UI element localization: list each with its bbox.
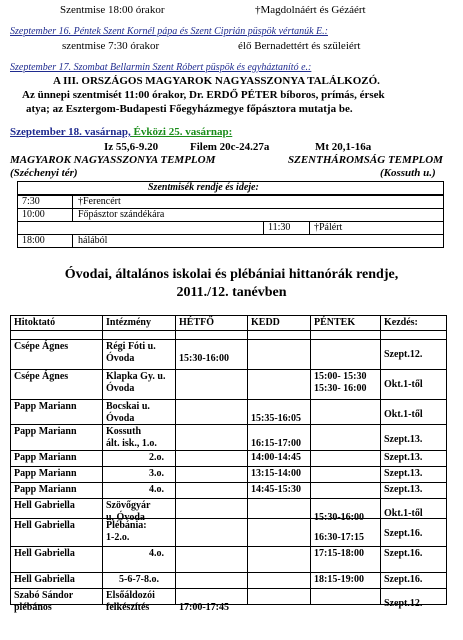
column-header: Intézmény — [106, 317, 151, 328]
teacher-name: Papp Mariann — [14, 401, 77, 412]
start-date: Szept.16. — [384, 528, 423, 539]
table-cell — [175, 369, 248, 400]
table-cell — [175, 498, 248, 519]
day-heading-sept16: Szeptember 16. Péntek Szent Kornél pápa és Szent Ciprián püspök vértanúk E.: — [10, 26, 328, 37]
tuesday-time: 16:15-17:00 — [251, 438, 301, 449]
tuesday-time: 14:00-14:45 — [251, 452, 301, 463]
table-cell — [310, 482, 381, 499]
institution: Óvoda — [106, 353, 135, 364]
section-title-line-1: Óvodai, általános iskolai és plébániai hittanórák rendje, — [64, 267, 399, 282]
start-date: Okt.1-től — [384, 508, 423, 519]
teacher-name: Papp Mariann — [14, 468, 77, 479]
start-date: Okt.1-től — [384, 409, 423, 420]
church-1-address: (Széchenyi tér) — [10, 167, 78, 179]
table-cell — [175, 572, 248, 589]
mass-text-cell — [72, 195, 444, 209]
table-cell — [247, 498, 311, 519]
table-cell — [247, 588, 311, 605]
column-header: Kezdés: — [384, 317, 418, 328]
mass-empty-cell — [17, 221, 264, 235]
table-cell — [247, 369, 311, 400]
tuesday-time: 14:45-15:30 — [251, 484, 301, 495]
teacher-name: Hell Gabriella — [14, 548, 75, 559]
mass-intention: Főpásztor szándékára — [78, 209, 165, 220]
institution: Klapka Gy. u. — [106, 371, 166, 382]
friday-time: 16:30-17:15 — [314, 532, 364, 543]
reading-3: Mt 20,1-16a — [315, 141, 372, 153]
mass-line-2-right: élő Bernadettért és szüleiért — [238, 40, 361, 52]
friday-time: 15:30- 16:00 — [314, 383, 367, 394]
teacher-name: Hell Gabriella — [14, 520, 75, 531]
institution: u. Óvoda — [106, 512, 145, 523]
mass-time: 7:30 — [22, 196, 40, 207]
table-cell — [247, 518, 311, 547]
teacher-name: Szabó Sándor — [14, 590, 74, 601]
table-cell — [247, 339, 311, 370]
teacher-name: Papp Mariann — [14, 452, 77, 463]
table-cell — [310, 399, 381, 425]
institution: 2.o. — [149, 452, 164, 463]
sunday-heading — [10, 126, 232, 139]
institution: Óvoda — [106, 383, 135, 394]
section-title-line-2: 2011./12. tanévben — [176, 285, 287, 300]
mass-intention: †Pálért — [314, 222, 343, 233]
institution: Kossuth — [106, 426, 142, 437]
mass-line-2-left: szentmise 7:30 órakor — [62, 40, 160, 52]
church-2: SZENTHÁROMSÁG TEMPLOM — [288, 154, 443, 166]
table-cell — [175, 450, 248, 467]
table-cell — [102, 546, 176, 573]
sunday-name: Évközi 25. vasárnap: — [130, 126, 233, 138]
mass-text-cell — [72, 234, 444, 248]
start-date: Szept.12. — [384, 598, 423, 609]
mass-time: 18:00 — [22, 235, 45, 246]
table-cell — [175, 518, 248, 547]
start-date: Szept.12. — [384, 349, 423, 360]
table-cell — [102, 466, 176, 483]
column-header: PÉNTEK — [314, 317, 356, 328]
teacher-name: Hell Gabriella — [14, 574, 75, 585]
teacher-name: Csépe Ágnes — [14, 341, 69, 352]
table-cell — [310, 424, 381, 451]
institution: 4.o. — [149, 484, 164, 495]
church-1: MAGYAROK NAGYASSZONYA TEMPLOM — [10, 154, 216, 166]
monday-time: 17:00-17:45 — [179, 602, 229, 613]
start-date: Szept.13. — [384, 484, 423, 495]
start-date: Okt.1-től — [384, 379, 423, 390]
column-header: KEDD — [251, 317, 280, 328]
table-cell — [102, 482, 176, 499]
mass-time: 10:00 — [22, 209, 45, 220]
mass-line-1-left: Szentmise 18:00 órakor — [60, 4, 165, 16]
column-header: Hitoktató — [14, 317, 56, 328]
table-cell — [175, 482, 248, 499]
table-cell — [175, 399, 248, 425]
table-cell — [102, 450, 176, 467]
teacher-name: Papp Mariann — [14, 426, 77, 437]
reading-1: Iz 55,6-9.20 — [104, 141, 159, 153]
institution: ált. isk., 1.o. — [106, 438, 157, 449]
friday-time: 15:30-16:00 — [314, 512, 364, 523]
mass-intention: hálából — [78, 235, 108, 246]
institution: Plébánia: — [106, 520, 147, 531]
table-cell — [175, 546, 248, 573]
table-cell — [310, 466, 381, 483]
table-cell — [175, 466, 248, 483]
start-date: Szept.13. — [384, 434, 423, 445]
institution: 5-6-7-8.o. — [119, 574, 159, 585]
tuesday-time: 15:35-16:05 — [251, 413, 301, 424]
institution: 3.o. — [149, 468, 164, 479]
table-cell — [310, 339, 381, 370]
friday-time: 15:00- 15:30 — [314, 371, 367, 382]
table-cell — [310, 588, 381, 605]
start-date: Szept.13. — [384, 452, 423, 463]
start-date: Szept.16. — [384, 574, 423, 585]
institution: Régi Fóti u. — [106, 341, 156, 352]
sunday-date: Szeptember 18. vasárnap, — [10, 126, 131, 138]
reading-2: Filem 20c-24.27a — [190, 141, 270, 153]
institution: Elsőáldozói — [106, 590, 155, 601]
friday-time: 18:15-19:00 — [314, 574, 364, 585]
table-cell — [310, 450, 381, 467]
teacher-name: Csépe Ágnes — [14, 371, 69, 382]
institution: 1-2.o. — [106, 532, 130, 543]
meeting-text-2: atya; az Esztergom-Budapesti Főegyházmegye főpásztora mutatja be. — [26, 103, 353, 115]
church-2-address: (Kossuth u.) — [380, 167, 436, 179]
table-cell — [175, 424, 248, 451]
institution: 4.o. — [149, 548, 164, 559]
teacher-name: Papp Mariann — [14, 484, 77, 495]
day-heading-sept17: Szeptember 17. Szombat Bellarmin Szent Róbert püspök és egyháztanító e.: — [10, 62, 312, 73]
column-header: HÉTFŐ — [179, 317, 215, 328]
teacher-name: Hell Gabriella — [14, 500, 75, 511]
mass-line-1-right: †Magdolnáért és Gézáért — [255, 4, 366, 16]
mass-time: 11:30 — [268, 222, 291, 233]
monday-time: 15:30-16:00 — [179, 353, 229, 364]
institution: Szövőgyár — [106, 500, 151, 511]
table-cell — [247, 546, 311, 573]
teacher-name: plébános — [14, 602, 52, 613]
mass-table-title: Szentmisék rendje és ideje: — [148, 182, 259, 193]
meeting-text-1: Az ünnepi szentmisét 11:00 órakor, Dr. ERDŐ PÉTER bíboros, prímás, érsek — [22, 89, 385, 101]
institution: Bocskai u. — [106, 401, 150, 412]
table-cell — [247, 572, 311, 589]
mass-intention: †Ferencért — [78, 196, 121, 207]
start-date: Szept.16. — [384, 548, 423, 559]
friday-time: 17:15-18:00 — [314, 548, 364, 559]
institution: felkészítés — [106, 602, 150, 613]
start-date: Szept.13. — [384, 468, 423, 479]
meeting-title: A III. ORSZÁGOS MAGYAROK NAGYASSZONYA TALÁLKOZÓ. — [53, 75, 380, 87]
tuesday-time: 13:15-14:00 — [251, 468, 301, 479]
institution: Óvoda — [106, 413, 135, 424]
